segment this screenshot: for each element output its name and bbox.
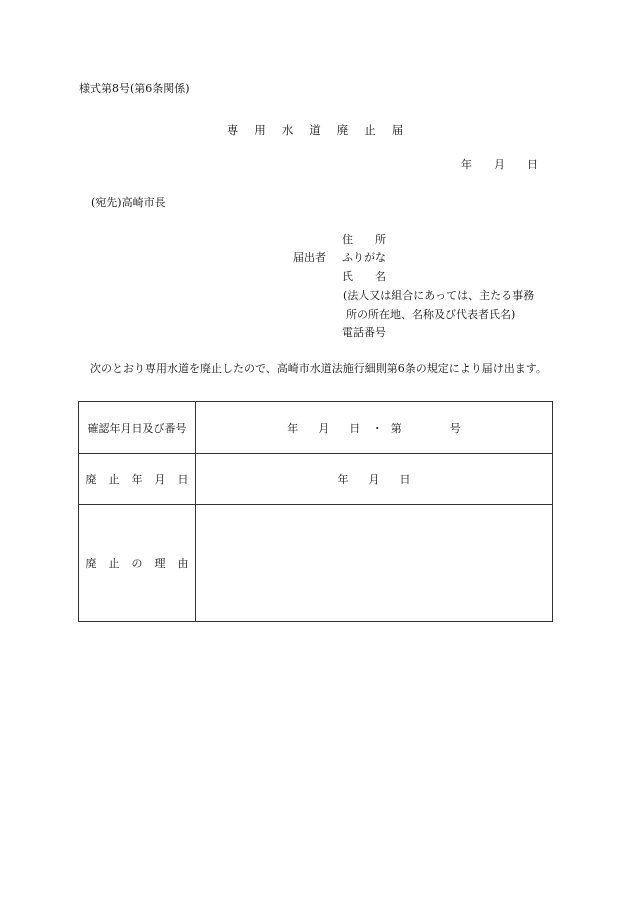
furigana-label: ふりがな xyxy=(342,251,386,264)
conf-year: 年 xyxy=(287,421,299,435)
label-char: 廃 xyxy=(85,557,97,570)
title-char: 道 xyxy=(309,123,321,137)
date-day: 日 xyxy=(527,158,538,171)
corporation-note-line1: (法人又は組合にあっては、主たる事務 xyxy=(343,289,535,302)
label-char: 止 xyxy=(108,473,120,486)
conf-dot: ・ xyxy=(371,421,383,435)
date-year: 年 xyxy=(461,158,472,171)
corporation-note-line2: 所の所在地、名称及び代表者氏名) xyxy=(346,308,516,321)
label-char: 廃 xyxy=(85,473,97,486)
table-row xyxy=(79,402,553,454)
abolition-date-label xyxy=(79,454,196,505)
title-char: 用 xyxy=(254,123,266,137)
conf-month: 月 xyxy=(318,421,330,435)
abol-month: 月 xyxy=(368,473,380,486)
title-char: 廃 xyxy=(336,123,349,137)
title-char: 水 xyxy=(281,123,294,137)
title-char: 止 xyxy=(364,123,376,137)
confirmation-value xyxy=(196,402,553,454)
submission-date xyxy=(439,156,538,172)
abolition-date-value xyxy=(196,454,553,505)
label-char: 理 xyxy=(154,557,166,570)
label-char: の xyxy=(131,557,143,570)
label-char: 月 xyxy=(154,473,166,486)
conf-go: 号 xyxy=(449,421,461,435)
abol-year: 年 xyxy=(337,473,349,486)
form-number: 様式第8号(第6条関係) xyxy=(79,82,190,95)
table-row xyxy=(79,505,553,622)
label-char: 由 xyxy=(177,557,189,570)
abolition-reason-value[interactable] xyxy=(196,505,553,622)
table-row xyxy=(79,454,553,505)
conf-dai: 第 xyxy=(390,421,402,435)
form-table xyxy=(78,401,553,622)
label-char: 年 xyxy=(131,473,143,486)
label-char: 止 xyxy=(108,557,120,570)
name-label: 氏 名 xyxy=(342,270,386,283)
abolition-reason-label xyxy=(79,505,196,622)
address-label: 住 所 xyxy=(342,233,386,246)
conf-day: 日 xyxy=(349,421,361,435)
title-char: 届 xyxy=(391,123,404,137)
body-text: 次のとおり専用水道を廃止したので、高崎市水道法施行細則第6条の規定により届け出ます。 xyxy=(90,362,547,375)
phone-label: 電話番号 xyxy=(342,326,386,339)
addressee: (宛先)高崎市長 xyxy=(91,196,166,209)
applicant-label: 届出者 xyxy=(293,251,326,264)
date-month: 月 xyxy=(494,158,505,171)
abol-day: 日 xyxy=(399,473,411,486)
document-title xyxy=(0,122,630,138)
title-char: 専 xyxy=(226,123,239,137)
label-char: 日 xyxy=(177,473,189,486)
confirmation-label: 確認年月日及び番号 xyxy=(79,402,196,454)
